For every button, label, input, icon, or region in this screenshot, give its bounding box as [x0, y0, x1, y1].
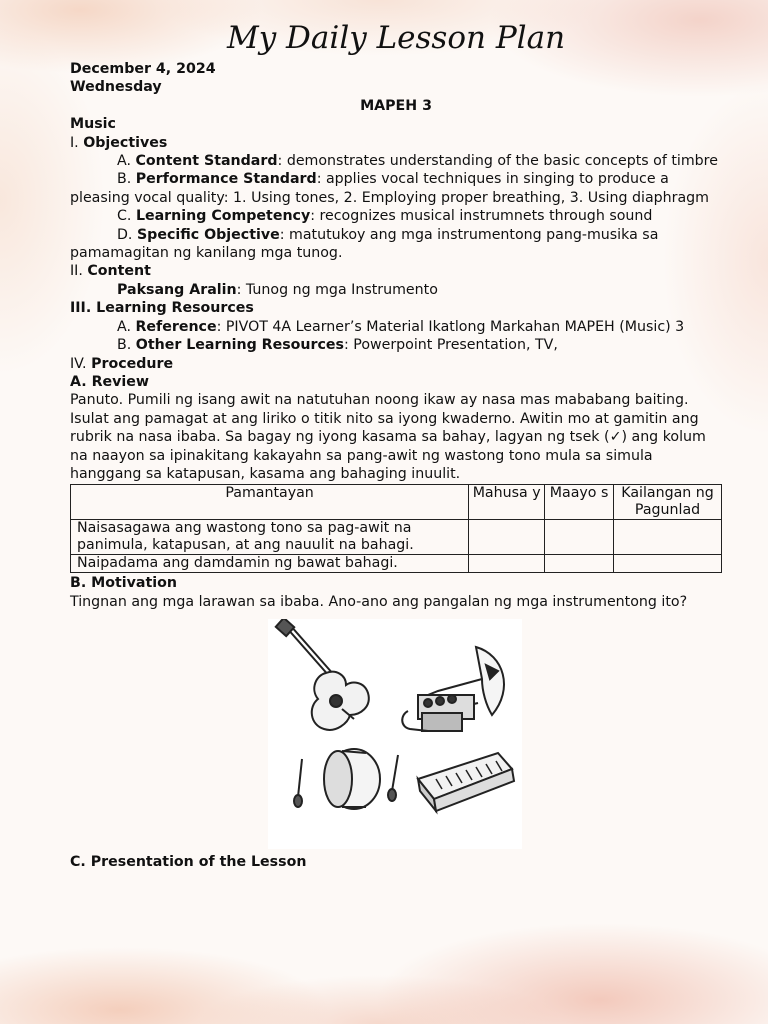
day: Wednesday — [70, 79, 162, 96]
checkbox-cell[interactable] — [469, 520, 545, 555]
item-text: : demonstrates understanding of the basic concepts of timbre — [277, 153, 718, 170]
instruments-illustration — [268, 619, 522, 849]
item-letter: A. — [117, 318, 136, 335]
column-header: Mahusa y — [469, 485, 545, 520]
resources-heading: III. Learning Resources — [70, 300, 254, 317]
item-letter: B. — [117, 337, 136, 354]
column-header: Pamantayan — [71, 485, 469, 520]
instruments-image — [268, 619, 522, 849]
item-letter: A. — [117, 153, 136, 170]
item-label: Reference — [135, 318, 217, 335]
area: Music — [70, 116, 116, 133]
item-letter: C. — [117, 208, 136, 225]
item-letter: D. — [117, 226, 137, 243]
item-letter: B. — [117, 171, 136, 188]
presentation-heading: C. Presentation of the Lesson — [70, 854, 307, 871]
column-header: Kailangan ng Pagunlad — [614, 485, 722, 520]
table-header-row — [71, 485, 722, 520]
motivation-heading: B. Motivation — [70, 575, 177, 592]
item-label: Learning Competency — [135, 208, 311, 225]
table-cell: Naipadama ang damdamin ng bawat bahagi. — [71, 555, 469, 573]
item-text: : matutukoy ang mga instrumentong pang-musika sa pamamagitan ng kanilang mga tunog. — [70, 226, 659, 262]
table-row — [71, 555, 722, 573]
item-text: : PIVOT 4A Learner’s Material Ikatlong Markahan MAPEH (Music) 3 — [216, 318, 685, 335]
date: December 4, 2024 — [70, 61, 216, 77]
rubric-table — [70, 484, 722, 573]
trumpet-icon — [402, 647, 504, 731]
learning-competency — [70, 207, 722, 225]
item-label: Other Learning Resources — [135, 337, 344, 354]
page-title: My Daily Lesson Plan — [226, 20, 566, 56]
item-label: Specific Objective — [136, 226, 280, 243]
section-title: Content — [87, 263, 151, 280]
item-text: : applies vocal techniques in singing to produce a pleasing vocal quality: 1. Using tones, 2. Employing proper breathing, 3. Using diaphragm — [70, 171, 709, 206]
paksang-aralin — [70, 281, 722, 299]
section-number: II. — [70, 263, 88, 280]
checkbox-cell[interactable] — [545, 555, 614, 573]
checkbox-cell[interactable] — [614, 555, 722, 573]
performance-standard — [70, 170, 722, 207]
item-text: : Powerpoint Presentation, TV, — [343, 337, 558, 354]
procedure-heading — [70, 355, 722, 373]
item-label: Content Standard — [135, 153, 278, 170]
table-cell: Naisasagawa ang wastong tono sa pag-awit na panimula, katapusan, at ang nauulit na bahagi. — [71, 520, 469, 555]
section-title: Objectives — [83, 134, 168, 151]
section-number: IV. — [70, 355, 92, 372]
table-row — [71, 520, 722, 555]
checkbox-cell[interactable] — [614, 520, 722, 555]
specific-objective — [70, 226, 722, 263]
review-text: Panuto. Pumili ng isang awit na natutuhan noong ikaw ay nasa mas mababang baiting. Isulat ang pamagat at ang liriko o titik nito sa iyong kwaderno. Awitin mo at gamitin ang rubrik na nasa ibaba. Sa bagay ng iyong kasama sa bahay, lagyan ng tsek (✓) ang kolum na naayon sa ipinakitang kakayahn sa pang-awit ng wastong tono mula sa simula hanggang sa katapusan, kasama ang bahaging inuulit. — [70, 392, 706, 482]
other-resources — [70, 336, 722, 354]
checkbox-cell[interactable] — [469, 555, 545, 573]
objectives-heading — [70, 134, 722, 152]
review-heading: A. Review — [70, 373, 149, 390]
item-text: : Tunog ng mga Instrumento — [236, 281, 438, 298]
keyboard-icon — [418, 753, 514, 811]
subject: MAPEH 3 — [360, 97, 432, 114]
motivation-text: Tingnan ang mga larawan sa ibaba. Ano-ano ang pangalan ng mga instrumentong ito? — [70, 593, 688, 610]
checkbox-cell[interactable] — [545, 520, 614, 555]
drum-icon — [294, 749, 398, 809]
content-heading — [70, 262, 722, 280]
item-label: Performance Standard — [135, 171, 317, 188]
column-header: Maayo s — [545, 485, 614, 520]
item-label: Paksang Aralin — [117, 281, 237, 298]
content-standard — [70, 152, 722, 170]
reference — [70, 318, 722, 336]
section-number: I. — [70, 134, 84, 151]
lesson-plan-page — [70, 18, 722, 872]
item-text: : recognizes musical instrumnets through sound — [310, 208, 653, 225]
guitar-icon — [276, 619, 369, 730]
section-title: Procedure — [91, 355, 174, 372]
